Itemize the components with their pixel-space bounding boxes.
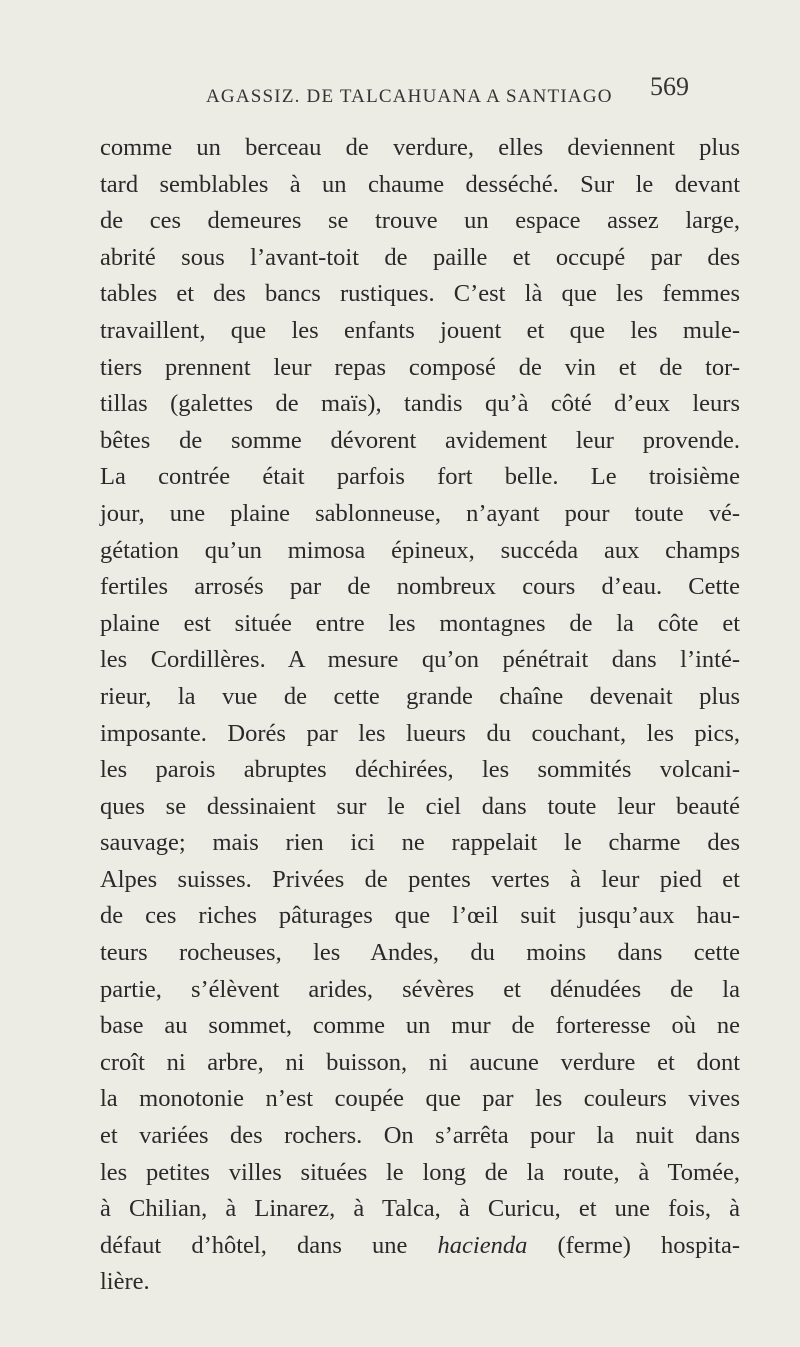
text-line-last: lière. bbox=[100, 1268, 150, 1296]
text-line: jour, une plaine sablonneuse, n’ayant pour toute vé- bbox=[100, 499, 740, 527]
text-line: sauvage; mais rien ici ne rappelait le charme des bbox=[100, 829, 740, 857]
text-line: et variées des rochers. On s’arrêta pour la nuit dans bbox=[100, 1122, 740, 1150]
text-line: de ces demeures se trouve un espace assez large, bbox=[100, 207, 740, 235]
text-segment: (ferme) hospita- bbox=[527, 1231, 740, 1259]
text-line: tables et des bancs rustiques. C’est là que les femmes bbox=[100, 280, 740, 308]
text-line: Alpes suisses. Privées de pentes vertes à leur pied et bbox=[100, 865, 740, 893]
text-line: fertiles arrosés par de nombreux cours d’eau. Cette bbox=[100, 573, 740, 601]
text-line: gétation qu’un mimosa épineux, succéda aux champs bbox=[100, 536, 740, 564]
text-line: teurs rocheuses, les Andes, du moins dans cette bbox=[100, 939, 740, 967]
italic-word-hacienda: hacienda bbox=[437, 1231, 528, 1259]
text-line: à Chilian, à Linarez, à Talca, à Curicu, et une fois, à bbox=[100, 1195, 740, 1223]
text-line: base au sommet, comme un mur de forteresse où ne bbox=[100, 1012, 740, 1040]
text-line: bêtes de somme dévorent avidement leur provende. bbox=[100, 426, 740, 454]
text-line: La contrée était parfois fort belle. Le troisième bbox=[100, 463, 740, 491]
text-line-with-italic bbox=[100, 1228, 740, 1265]
text-line: abrité sous l’avant-toit de paille et occupé par des bbox=[100, 243, 740, 271]
page-number: 569 bbox=[650, 72, 689, 101]
running-header: AGASSIZ. DE TALCAHUANA A SANTIAGO bbox=[206, 86, 613, 107]
body-text bbox=[100, 130, 740, 1301]
text-line: imposante. Dorés par les lueurs du couchant, les pics, bbox=[100, 719, 740, 747]
text-segment: défaut d’hôtel, dans une bbox=[100, 1231, 438, 1259]
text-line: de ces riches pâturages que l’œil suit jusqu’aux hau- bbox=[100, 902, 740, 930]
text-line: tard semblables à un chaume desséché. Sur le devant bbox=[100, 170, 740, 198]
text-line: comme un berceau de verdure, elles deviennent plus bbox=[100, 134, 740, 161]
text-line: plaine est située entre les montagnes de la côte et bbox=[100, 609, 740, 637]
text-line: rieur, la vue de cette grande chaîne devenait plus bbox=[100, 682, 740, 710]
text-line: les parois abruptes déchirées, les sommités volcani- bbox=[100, 756, 740, 784]
text-line: les petites villes situées le long de la route, à Tomée, bbox=[100, 1158, 740, 1186]
text-line: la monotonie n’est coupée que par les couleurs vives bbox=[100, 1085, 740, 1113]
text-line: tiers prennent leur repas composé de vin et de tor- bbox=[100, 353, 740, 381]
text-line: les Cordillères. A mesure qu’on pénétrait dans l’inté- bbox=[100, 646, 740, 674]
text-line: croît ni arbre, ni buisson, ni aucune verdure et dont bbox=[100, 1048, 740, 1076]
text-line: tillas (galettes de maïs), tandis qu’à côté d’eux leurs bbox=[100, 390, 740, 418]
text-line: ques se dessinaient sur le ciel dans toute leur beauté bbox=[100, 792, 740, 820]
text-line: travaillent, que les enfants jouent et que les mule- bbox=[100, 316, 740, 344]
text-line: partie, s’élèvent arides, sévères et dénudées de la bbox=[100, 975, 740, 1003]
